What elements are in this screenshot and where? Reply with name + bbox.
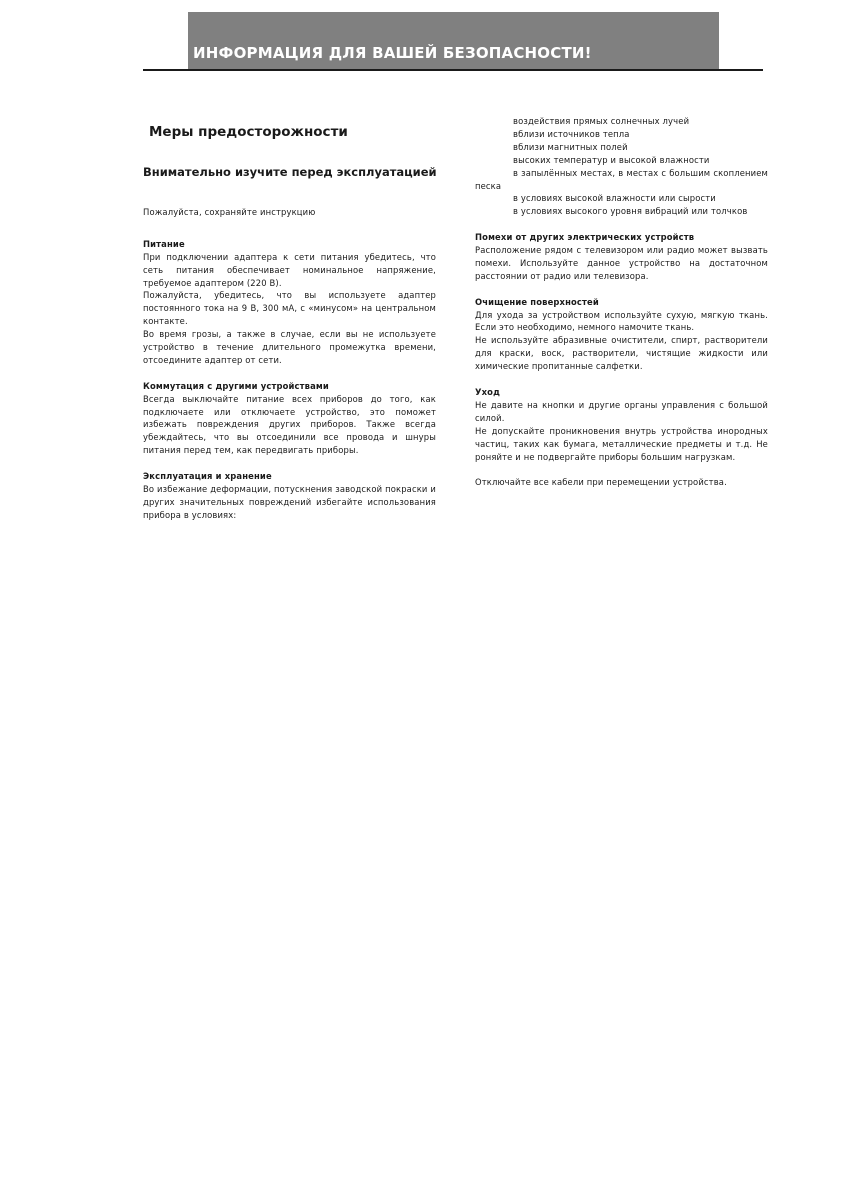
left-column	[143, 206, 436, 522]
condition-item: вблизи магнитных полей	[513, 141, 628, 152]
power-paragraph-1: При подключении адаптера к сети питания убедитесь, что сеть питания обеспечивает номинальное напряжение, требуемое адаптером (220 В).	[143, 251, 436, 288]
care-paragraph-1: Не давите на кнопки и другие органы управления с большой силой.	[475, 399, 768, 423]
condition-item: в условиях высокого уровня вибраций или толчков	[513, 206, 748, 217]
cleaning-paragraph-2: Не используйте абразивные очистители, спирт, растворители для краски, воск, растворители, чистящие жидкости или химические пропитанные салфетки.	[475, 335, 768, 372]
operation-heading: Эксплуатация и хранение	[143, 471, 272, 482]
cleaning-heading: Очищение поверхностей	[475, 296, 599, 307]
power-heading: Питание	[143, 238, 185, 249]
care-paragraph-2: Не допускайте проникновения внутрь устройства инородных частиц, таких как бумага, металлические предметы и т.д. Не роняйте и не подвергайте приборы большим нагрузкам.	[475, 425, 768, 462]
power-paragraph-3: Во время грозы, а также в случае, если вы не используете устройство в течение длительного промежутка времени, отсоедините адаптер от сети.	[143, 329, 436, 365]
condition-item: вблизи источников тепла	[513, 128, 630, 139]
header-rule	[143, 69, 763, 71]
connections-heading: Коммутация с другими устройствами	[143, 380, 329, 391]
closing-text: Отключайте все кабели при перемещении устройства.	[475, 477, 727, 488]
subtitle: Внимательно изучите перед эксплуатацией	[143, 165, 437, 179]
right-column	[475, 115, 768, 489]
condition-item: в условиях высокой влажности или сырости	[513, 193, 716, 204]
cleaning-paragraph-1: Для ухода за устройством используйте сухую, мягкую ткань. Если это необходимо, немного намочите ткань.	[475, 309, 768, 333]
header-title: ИНФОРМАЦИЯ ДЛЯ ВАШЕЙ БЕЗОПАСНОСТИ!	[193, 44, 592, 62]
intro-text: Пожалуйста, сохраняйте инструкцию	[143, 207, 316, 217]
power-paragraph-2: Пожалуйста, убедитесь, что вы используете адаптер постоянного тока на 9 В, 300 мА, с «минусом» на центральном контакте.	[143, 290, 436, 327]
condition-item: высоких температур и высокой влажности	[513, 154, 710, 165]
interference-paragraph: Расположение рядом с телевизором или радио может вызвать помехи. Используйте данное устройство на достаточном расстоянии от радио или телевизора.	[475, 245, 768, 281]
condition-item: воздействия прямых солнечных лучей	[513, 116, 690, 126]
care-heading: Уход	[475, 386, 500, 397]
connections-paragraph: Всегда выключайте питание всех приборов до того, как подключаете или отключаете устройство, это поможет избежать повреждения других приборов. Также всегда убеждайтесь, что вы отсоединили все провода и шнуры питания перед тем, как передвигать приборы.	[143, 393, 436, 456]
interference-heading: Помехи от других электрических устройств	[475, 232, 695, 243]
operation-paragraph: Во избежание деформации, потускнения заводской покраски и других значительных повреждений избегайте использования прибора в условиях:	[143, 483, 436, 520]
section-title: Меры предосторожности	[149, 124, 348, 140]
condition-item: в запылённых местах, в местах с большим скоплением песка	[475, 167, 768, 191]
